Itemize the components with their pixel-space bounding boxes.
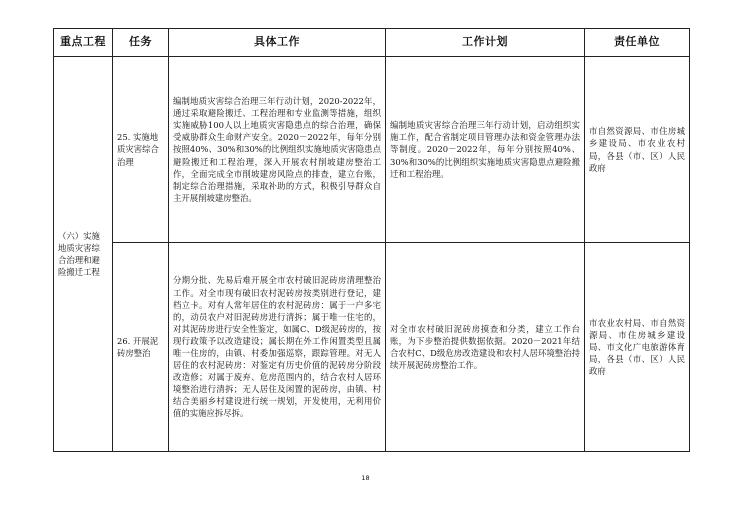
header-task: 任务 [113,29,169,57]
header-unit: 责任单位 [585,29,690,57]
table-row [54,57,690,243]
plan-cell: 编制地质灾害综合治理三年行动计划，启动组织实施工作，配合省制定项目管理办法和资金管理办法等制度。2020－2022年，每年分别按照40%、30%和30%的比例组织实施地质灾害隐患点避险搬迁和工程治理。 [386,57,585,243]
table-row [54,243,690,452]
table-header-row [54,29,690,57]
plan-cell: 对全市农村破旧泥砖房摸查和分类，建立工作台账，为下步整治提供数据依据。2020－2021年结合农村C、D级危房改造建设和农村人居环境整治持续开展泥砖房整治工作。 [386,243,585,452]
work-plan-table [53,28,690,452]
header-project: 重点工程 [54,29,113,57]
work-cell: 分期分批、先易后难开展全市农村破旧泥砖房清理整治工作。对全市现有破旧农村泥砖房按类别进行登记，建档立卡。对有人常年居住的农村泥砖房：属于一户多宅的，动员农户对旧泥砖房进行清拆；属于唯一住宅的，对其泥砖房进行安全性鉴定，如属C、D级泥砖房的，按现行政策予以改造建设；属长期在外工作闲置类型且属唯一住房的，由镇、村委加强巡察，跟踪管理。对无人居住的农村泥砖房：对鉴定有历史价值的泥砖房分阶段改造修；对属于废弃、危房范围内的，结合农村人居环境整治进行清拆；无人居住及闲置的泥砖房，由镇、村结合美丽乡村建设进行统一规划，开发使用，无利用价值的实施应拆尽拆。 [169,243,386,452]
task-cell: 26. 开展泥砖房整治 [113,243,169,452]
page-number: 18 [361,474,370,482]
task-cell: 25. 实施地质灾害综合治理 [113,57,169,243]
project-cell: （六）实施地质灾害综合治理和避险搬迁工程 [54,57,113,452]
header-work: 具体工作 [169,29,386,57]
header-plan: 工作计划 [386,29,585,57]
unit-cell: 市自然资源局、市住房城乡建设局、市农业农村局，各县（市、区）人民政府 [585,57,690,243]
unit-cell: 市农业农村局、市自然资源局、市住房城乡建设局、市文化广电旅游体育局，各县（市、区）人民政府 [585,243,690,452]
work-cell: 编制地质灾害综合治理三年行动计划，2020-2022年，通过采取避险搬迁、工程治理和专业监测等措施，组织实施威胁100人以上地质灾害隐患点的综合治理，确保受威胁群众生命财产安全。2020－2022年，每年分别按照40%、30%和30%的比例组织实施地质灾害隐患点避险搬迁和工程治理，深入开展农村削坡建房整治工作，全面完成全市削坡建房风险点的排查，建立台账，制定综合治理措施，采取补助的方式，积极引导群众自主开展削坡建房整治。 [169,57,386,243]
